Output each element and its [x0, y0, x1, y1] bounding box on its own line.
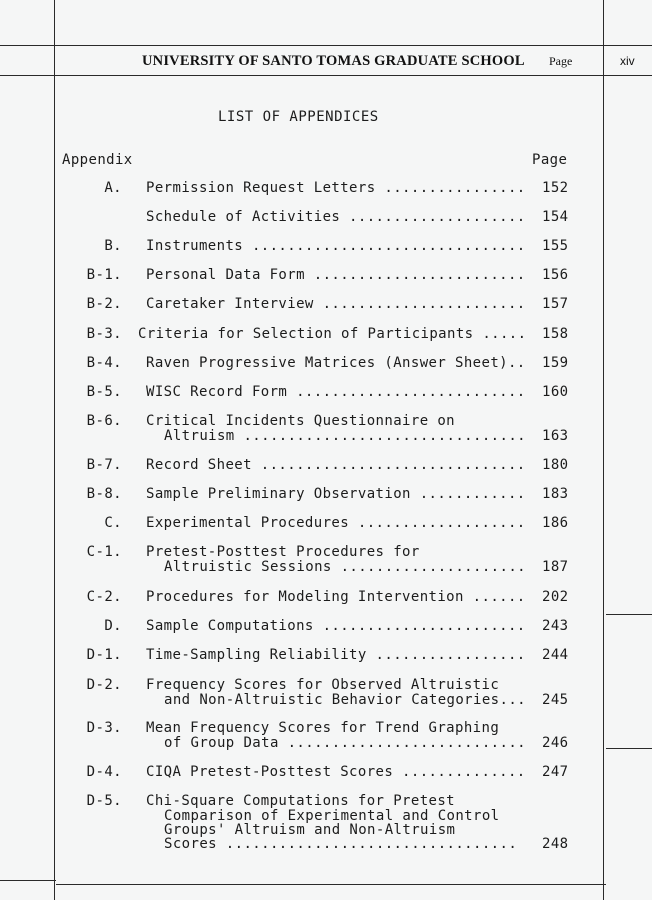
page-number: xiv: [620, 54, 635, 68]
appendix-code: B-4.: [86, 355, 122, 371]
appendix-title-continued: Comparison of Experimental and Control: [164, 808, 500, 824]
appendix-code: B-8.: [86, 486, 122, 502]
appendix-title: Criteria for Selection of Participants .....: [138, 326, 527, 342]
appendix-page: 155: [542, 238, 569, 254]
appendix-title-continued: Altruistic Sessions .....................: [164, 559, 526, 575]
appendix-code: C.: [104, 515, 122, 531]
appendix-page: 156: [542, 267, 569, 283]
margin-rule-left: [0, 880, 56, 881]
appendix-code: B.: [104, 238, 122, 254]
page-title: LIST OF APPENDICES: [218, 109, 379, 125]
appendix-title-continued: of Group Data ...........................: [164, 735, 526, 751]
appendix-page: 160: [542, 384, 569, 400]
appendix-title: CIQA Pretest-Posttest Scores ..............: [146, 764, 526, 780]
appendix-title: Chi-Square Computations for Pretest: [146, 793, 456, 809]
appendix-title-continued: Altruism ................................: [164, 428, 526, 444]
appendix-page: 157: [542, 296, 569, 312]
appendix-page: 186: [542, 515, 569, 531]
appendix-page: 159: [542, 355, 569, 371]
left-margin-line: [54, 0, 55, 900]
header-top-rule: [0, 45, 652, 46]
appendix-page: 163: [542, 428, 569, 444]
column-header-page: Page: [532, 152, 568, 168]
appendix-title: Permission Request Letters ................: [146, 180, 526, 196]
appendix-title: WISC Record Form ..........................: [146, 384, 526, 400]
appendix-page: 248: [542, 836, 569, 852]
appendix-code: B-5.: [86, 384, 122, 400]
appendix-title: Time-Sampling Reliability .................: [146, 647, 526, 663]
appendix-title: Personal Data Form ........................: [146, 267, 526, 283]
appendix-title: Schedule of Activities ....................: [146, 209, 526, 225]
appendix-title: Experimental Procedures ...................: [146, 515, 526, 531]
appendix-code: D-5.: [86, 793, 122, 809]
appendix-page: 152: [542, 180, 569, 196]
appendix-code: B-6.: [86, 413, 122, 429]
appendix-title: Mean Frequency Scores for Trend Graphing: [146, 720, 500, 736]
appendix-code: A.: [104, 180, 122, 196]
appendix-page: 187: [542, 559, 569, 575]
appendix-title: Pretest-Posttest Procedures for: [146, 544, 420, 560]
appendix-code: B-2.: [86, 296, 122, 312]
appendix-page: 154: [542, 209, 569, 225]
page-label: Page: [549, 54, 573, 68]
appendix-title: Record Sheet ..............................: [146, 457, 526, 473]
margin-rule-right-2: [606, 748, 652, 749]
appendix-title: Instruments ...............................: [146, 238, 526, 254]
appendix-title: Raven Progressive Matrices (Answer Sheet)..: [146, 355, 526, 371]
appendix-title-continued: Scores .................................: [164, 836, 518, 852]
appendix-page: 245: [542, 692, 569, 708]
appendix-page: 202: [542, 589, 569, 605]
appendix-title: Frequency Scores for Observed Altruistic: [146, 677, 500, 693]
appendix-code: D-1.: [86, 647, 122, 663]
appendix-code: D-3.: [86, 720, 122, 736]
appendix-title: Sample Computations .......................: [146, 618, 526, 634]
appendix-code: D-4.: [86, 764, 122, 780]
appendix-code: B-1.: [86, 267, 122, 283]
appendix-title: Critical Incidents Questionnaire on: [146, 413, 456, 429]
appendix-title: Caretaker Interview .......................: [146, 296, 526, 312]
school-header: UNIVERSITY OF SANTO TOMAS GRADUATE SCHOOL: [142, 53, 525, 69]
appendix-code: C-1.: [86, 544, 122, 560]
appendix-title-continued: and Non-Altruistic Behavior Categories...: [164, 692, 526, 708]
appendix-page: 246: [542, 735, 569, 751]
appendix-page: 183: [542, 486, 569, 502]
appendix-code: B-3.: [86, 326, 122, 342]
appendix-title: Sample Preliminary Observation ............: [146, 486, 526, 502]
appendix-page: 247: [542, 764, 569, 780]
appendix-title: Procedures for Modeling Intervention ......: [146, 589, 526, 605]
right-margin-line: [603, 0, 604, 900]
column-header-appendix: Appendix: [62, 152, 133, 168]
appendix-code: B-7.: [86, 457, 122, 473]
appendix-title-continued: Groups' Altruism and Non-Altruism: [164, 822, 456, 838]
margin-rule-right-1: [606, 614, 652, 615]
header-bottom-rule: [0, 75, 652, 76]
appendix-page: 180: [542, 457, 569, 473]
appendix-code: D.: [104, 618, 122, 634]
appendix-page: 243: [542, 618, 569, 634]
footer-rule: [56, 884, 606, 885]
appendix-code: D-2.: [86, 677, 122, 693]
appendix-page: 158: [542, 326, 569, 342]
appendix-code: C-2.: [86, 589, 122, 605]
appendix-page: 244: [542, 647, 569, 663]
